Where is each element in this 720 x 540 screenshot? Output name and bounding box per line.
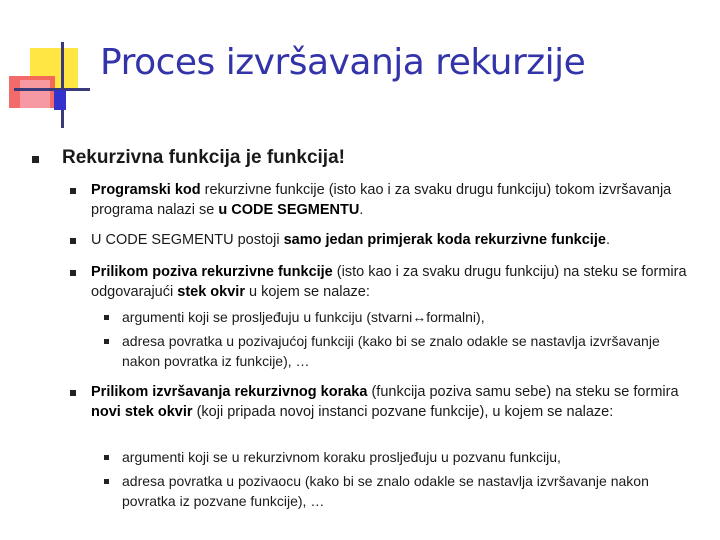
slide-title: Proces izvršavanja rekurzije <box>100 42 586 83</box>
bullet-marker <box>104 339 109 344</box>
bullet-recursive-frame: Prilikom izvršavanja rekurzivnog koraka (funkcija poziva samu sebe) na steku se formira novi stek okvir (koji pripada novoj instanci pozvane funkcije), u kojem se nalaze: <box>91 384 679 420</box>
main-bullet: Rekurzivna funkcija je funkcija! <box>62 147 345 168</box>
sub-bullet-caller-return: adresa povratka u pozivaocu (kako bi se znalo odakle se nastavlja izvršavanje nakon povratka iz pozvane funkcije), … <box>122 473 649 509</box>
decor-horizontal-line <box>14 88 90 91</box>
bullet-call-frame: Prilikom poziva rekurzivne funkcije (isto kao i za svaku drugu funkciju) na steku se formira odgovarajući stek okvir u kojem se nalaze: <box>91 264 687 300</box>
decor-vertical-line <box>61 42 64 128</box>
decor-blue-bar <box>54 90 66 110</box>
bullet-marker <box>32 156 39 163</box>
sub-bullet-return-address: adresa povratka u pozivajućoj funkciji (kako bi se znalo odakle se nastavlja izvršavanje nakon povratka iz funkcije), … <box>122 333 660 369</box>
bullet-marker <box>70 188 76 194</box>
bullet-marker <box>104 315 109 320</box>
bullet-marker <box>70 238 76 244</box>
decor-pink-square <box>20 80 50 108</box>
bullet-marker <box>70 270 76 276</box>
bullet-single-copy: U CODE SEGMENTU postoji samo jedan primjerak koda rekurzivne funkcije. <box>91 232 610 248</box>
bullet-marker <box>70 390 76 396</box>
bullet-code-location: Programski kod rekurzivne funkcije (isto kao i za svaku drugu funkciju) tokom izvršavanja programa nalazi se u CODE SEGMENTU. <box>91 182 672 218</box>
sub-bullet-arguments: argumenti koji se prosljeđuju u funkciju (stvarni↔formalni), <box>122 309 485 325</box>
bullet-marker <box>104 479 109 484</box>
sub-bullet-recursive-arguments: argumenti koji se u rekurzivnom koraku prosljeđuju u pozvanu funkciju, <box>122 449 561 465</box>
bullet-marker <box>104 455 109 460</box>
